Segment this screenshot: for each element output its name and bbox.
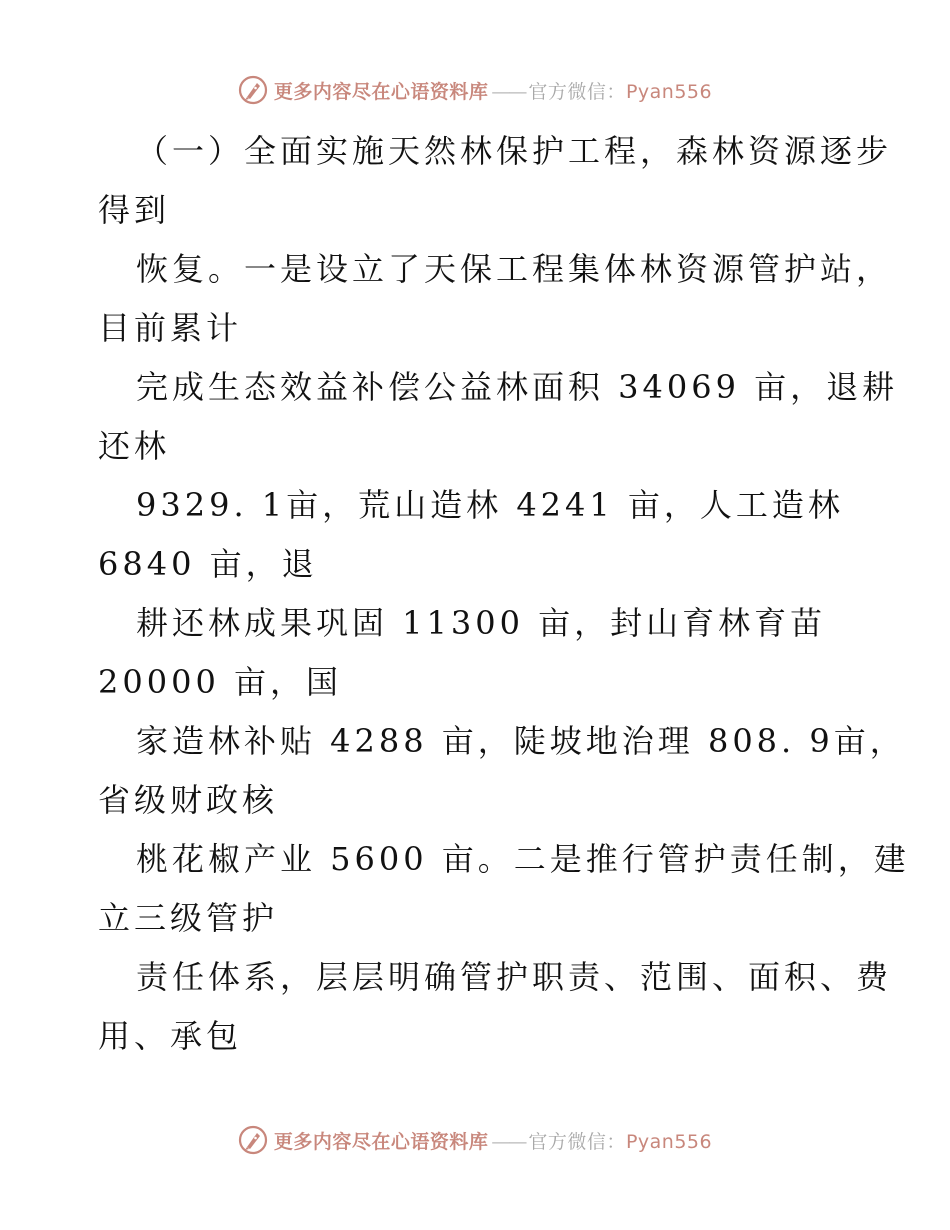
body-line: 耕还林成果巩固 11300 亩，封山育林育苗 bbox=[136, 604, 827, 642]
watermark-brand: 更多内容尽在心语资料库 bbox=[273, 80, 489, 103]
body-line: 6840 亩，退 bbox=[98, 545, 318, 583]
document-body bbox=[98, 122, 910, 1066]
body-line: 桃花椒产业 5600 亩。二是推行管护责任制，建 bbox=[136, 840, 910, 878]
body-line: 目前累计 bbox=[98, 309, 243, 347]
body-line: 用、承包 bbox=[98, 1017, 243, 1055]
body-line: 9329. 1亩，荒山造林 4241 亩，人工造林 bbox=[136, 486, 844, 524]
watermark-text bbox=[274, 1127, 712, 1154]
pen-nib-logo-icon bbox=[238, 1125, 268, 1155]
watermark-text bbox=[274, 77, 712, 104]
body-line: 责任体系，层层明确管护职责、范围、面积、费 bbox=[136, 958, 893, 996]
header-watermark bbox=[0, 70, 950, 110]
footer-watermark bbox=[0, 1120, 950, 1160]
body-line: 家造林补贴 4288 亩，陡坡地治理 808. 9亩， bbox=[136, 722, 906, 760]
watermark-dash: —— bbox=[491, 80, 526, 103]
body-line: （一）全面实施天然林保护工程，森林资源逐步 bbox=[136, 132, 893, 170]
watermark-wechat-label: 官方微信： bbox=[528, 1130, 626, 1153]
watermark-wechat-id: Pyan556 bbox=[625, 80, 713, 103]
watermark-wechat-id: Pyan556 bbox=[625, 1130, 713, 1153]
watermark-brand: 更多内容尽在心语资料库 bbox=[273, 1130, 489, 1153]
watermark-dash: —— bbox=[491, 1130, 526, 1153]
pen-nib-logo-icon bbox=[238, 75, 268, 105]
body-line: 省级财政核 bbox=[98, 781, 279, 819]
body-line: 还林 bbox=[98, 427, 171, 465]
watermark-wechat-label: 官方微信： bbox=[528, 80, 626, 103]
body-line: 得到 bbox=[98, 191, 171, 229]
body-line: 立三级管护 bbox=[98, 899, 279, 937]
body-line: 完成生态效益补偿公益林面积 34069 亩，退耕 bbox=[136, 368, 899, 406]
body-line: 20000 亩，国 bbox=[98, 663, 342, 701]
body-line: 恢复。一是设立了天保工程集体林资源管护站， bbox=[136, 250, 893, 288]
